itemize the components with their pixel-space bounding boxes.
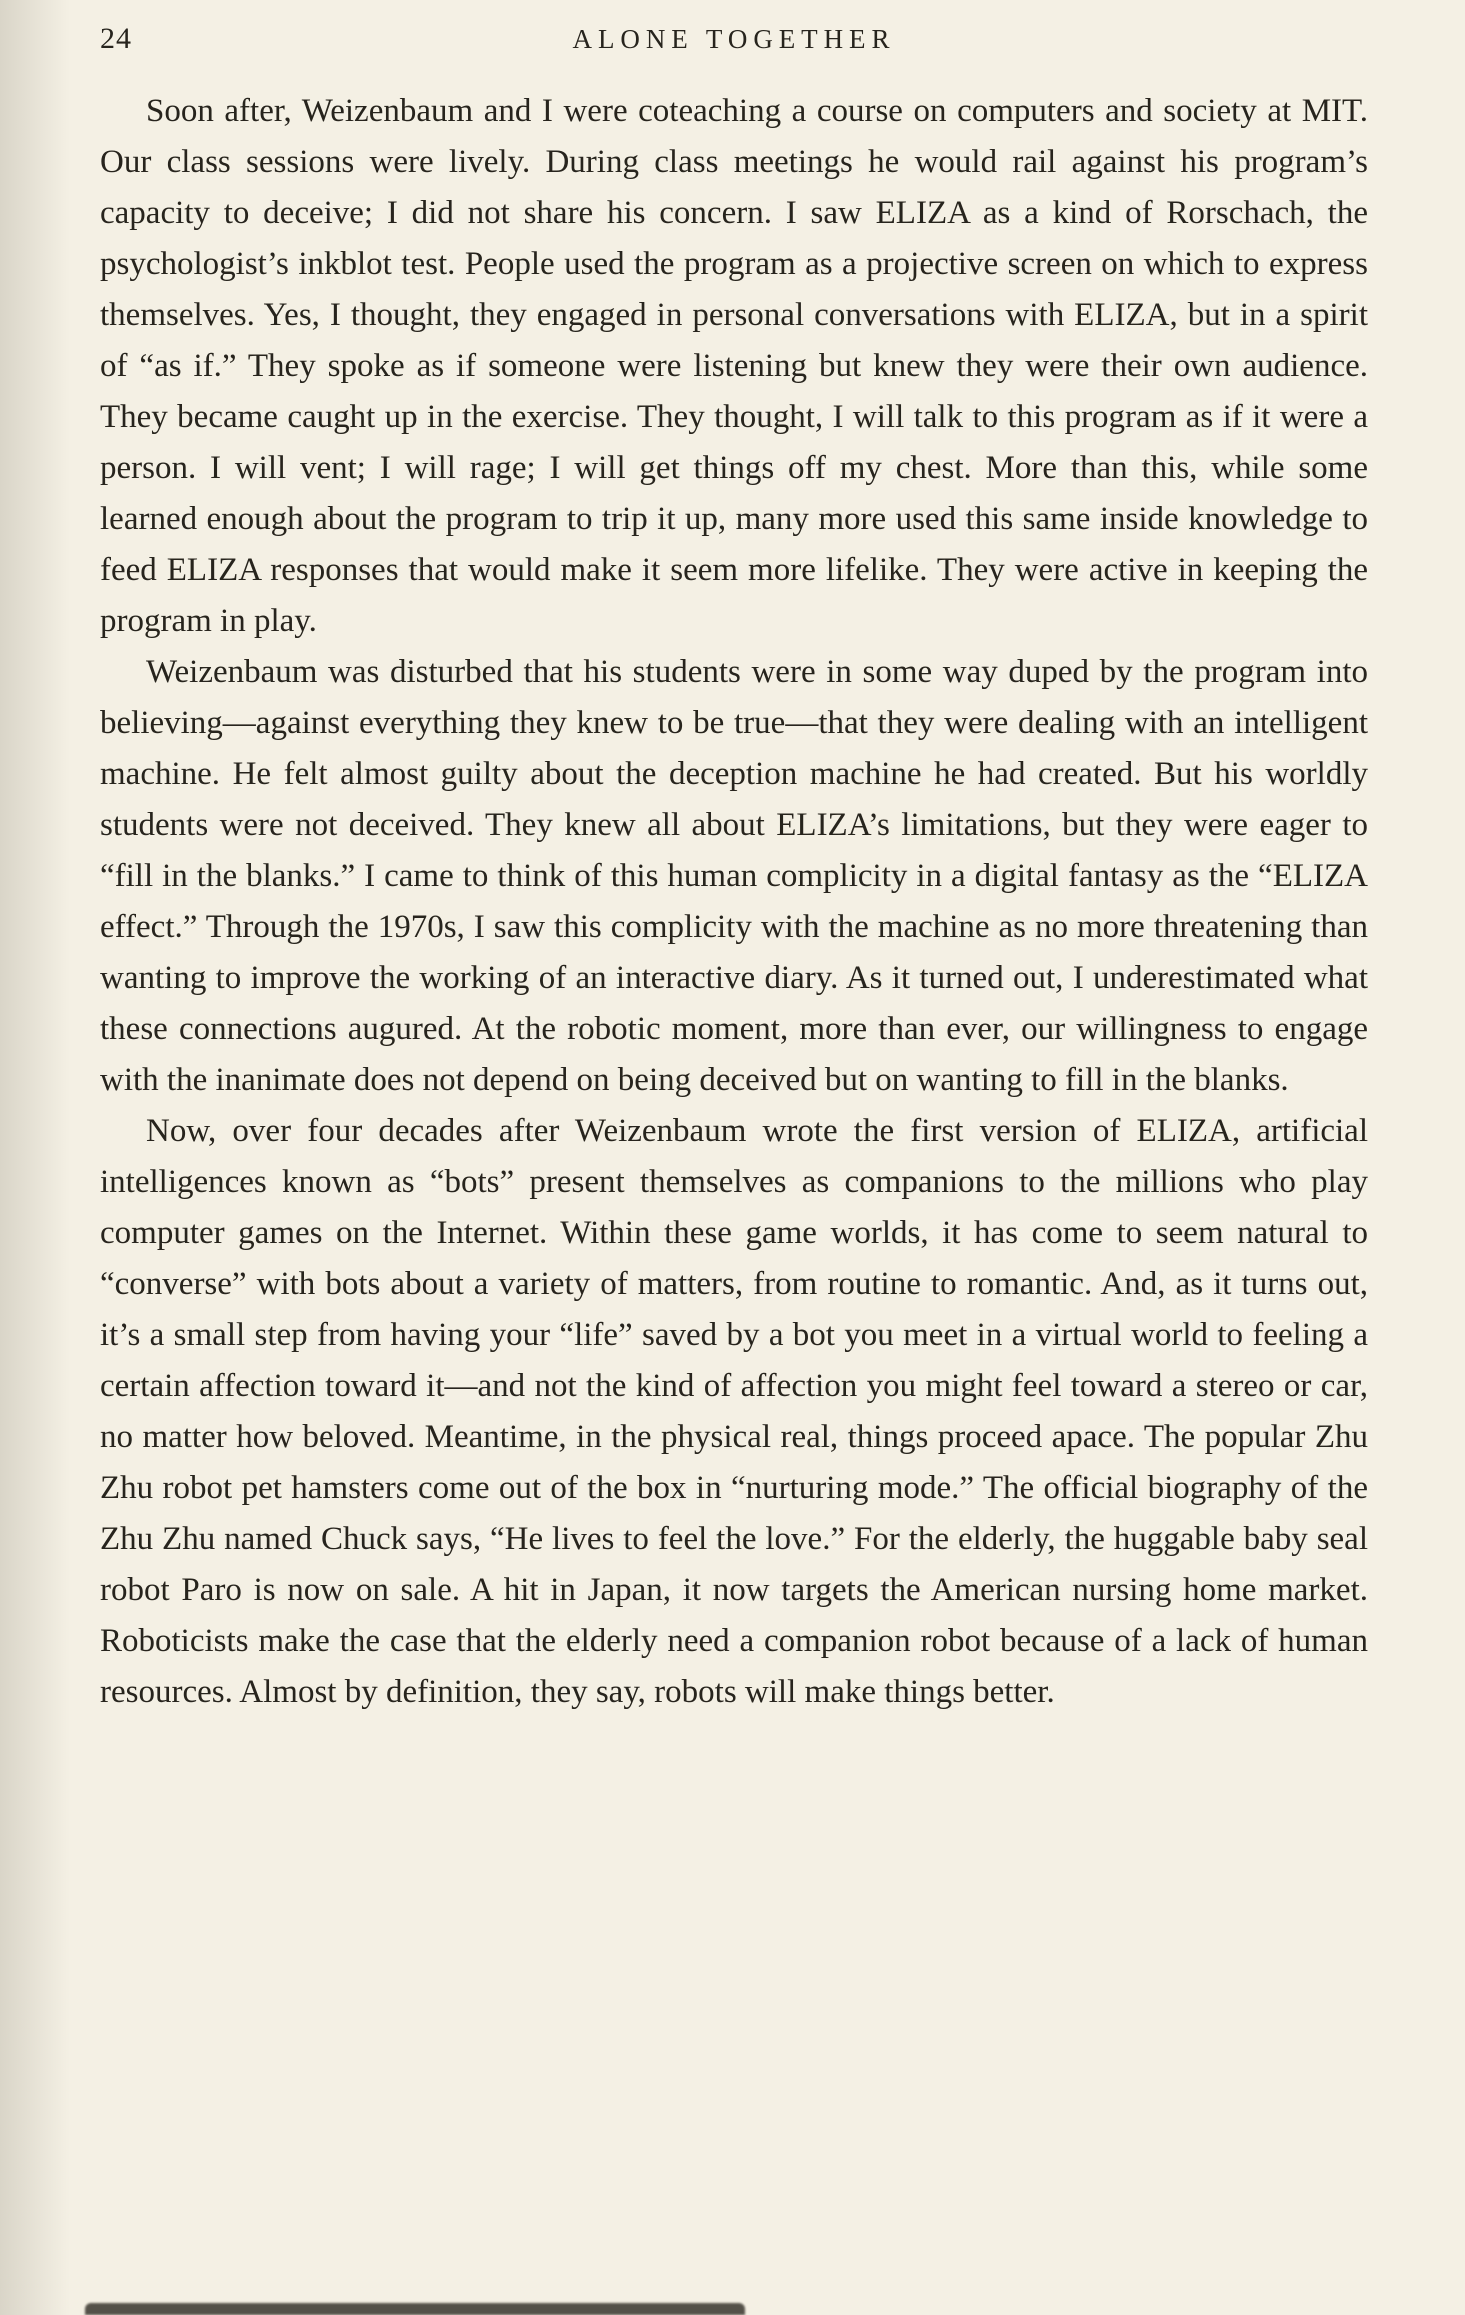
scanner-bed-edge: [85, 2303, 745, 2315]
page-body: [100, 86, 1368, 1718]
body-paragraph: Soon after, Weizenbaum and I were coteaching a course on computers and society at MIT. Our class sessions were lively. During class meetings he would rail against his program’s capacity to deceive; I did not share his concern. I saw ELIZA as a kind of Rorschach, the psychologist’s inkblot test. People used the program as a projective screen on which to express themselves. Yes, I thought, they engaged in personal conversations with ELIZA, but in a spirit of “as if.” They spoke as if someone were listening but knew they were their own audience. They became caught up in the exercise. They thought, I will talk to this program as if it were a person. I will vent; I will rage; I will get things off my chest. More than this, while some learned enough about the program to trip it up, many more used this same inside knowledge to feed ELIZA responses that would make it seem more lifelike. They were active in keeping the program in play.: [100, 93, 1368, 639]
body-paragraph: Weizenbaum was disturbed that his students were in some way duped by the program into believing—against everything they knew to be true—that they were dealing with an intelligent machine. He felt almost guilty about the deception machine he had created. But his worldly students were not deceived. They knew all about ELIZA’s limitations, but they were eager to “fill in the blanks.” I came to think of this human complicity in a digital fantasy as the “ELIZA effect.” Through the 1970s, I saw this complicity with the machine as no more threatening than wanting to improve the working of an interactive diary. As it turned out, I underestimated what these connections augured. At the robotic moment, more than ever, our willingness to engage with the inanimate does not depend on being deceived but on wanting to fill in the blanks.: [100, 654, 1368, 1098]
page-left-scan-shadow: [0, 0, 70, 2315]
page-header: [100, 22, 1368, 70]
running-head: ALONE TOGETHER: [572, 24, 896, 54]
page-number: 24: [100, 22, 132, 55]
body-paragraph: Now, over four decades after Weizenbaum wrote the first version of ELIZA, artificial intelligences known as “bots” present themselves as companions to the millions who play computer games on the Internet. Within these game worlds, it has come to seem natural to “converse” with bots about a variety of matters, from routine to romantic. And, as it turns out, it’s a small step from having your “life” saved by a bot you meet in a virtual world to feeling a certain affection toward it—and not the kind of affection you might feel toward a stereo or car, no matter how beloved. Meantime, in the physical real, things proceed apace. The popular Zhu Zhu robot pet hamsters come out of the box in “nurturing mode.” The official biography of the Zhu Zhu named Chuck says, “He lives to feel the love.” For the elderly, the huggable baby seal robot Paro is now on sale. A hit in Japan, it now targets the American nursing home market. Roboticists make the case that the elderly need a companion robot because of a lack of human resources. Almost by definition, they say, robots will make things better.: [100, 1113, 1368, 1710]
